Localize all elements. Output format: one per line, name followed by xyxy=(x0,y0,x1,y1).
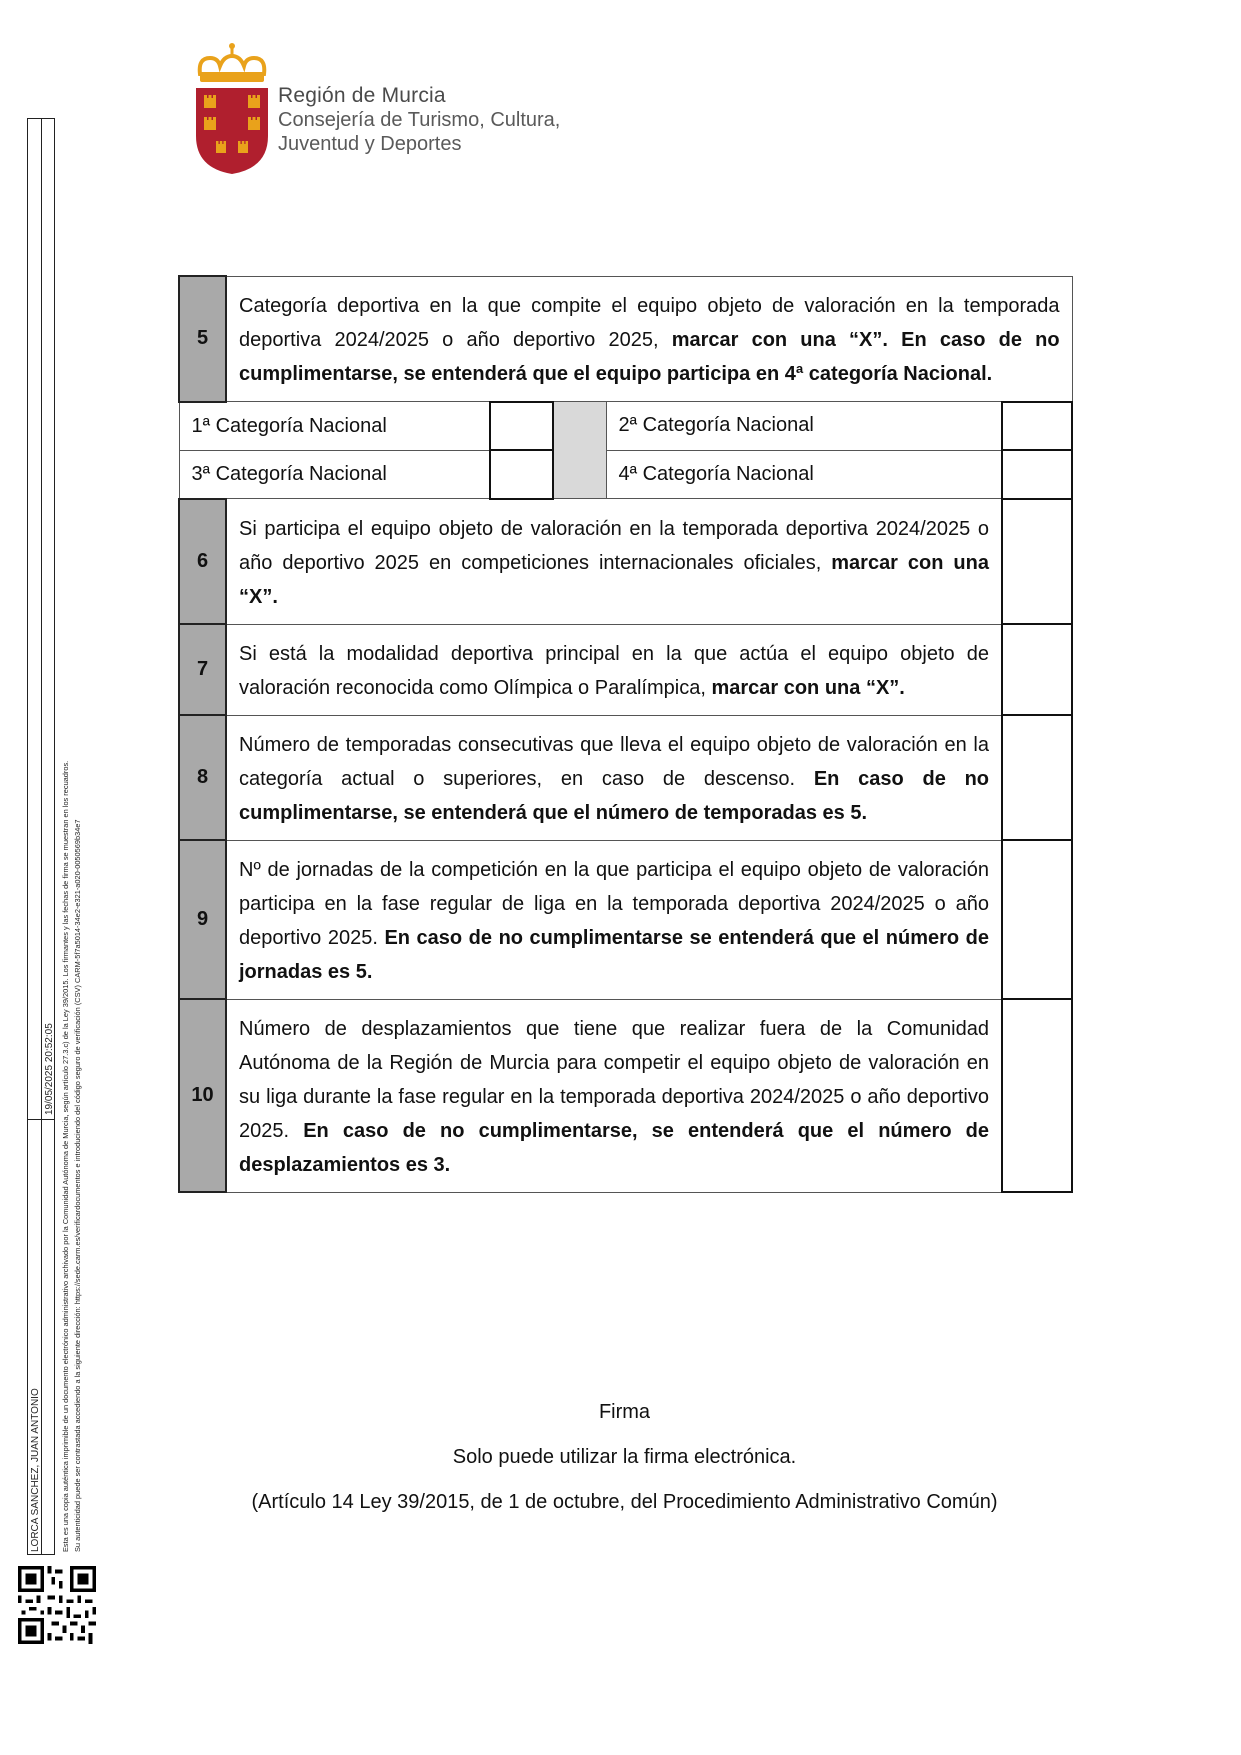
criterion-text: Nº de jornadas de la competición en la que participa el equipo objeto de valoración participa en la fase regular de liga en la temporada deportiva 2024/2025 o año deportivo 2025. En caso de no cumplimentarse se entenderá que el número de jornadas es 5. xyxy=(226,840,1002,999)
stamp-legal-line-1: Esta es una copia auténtica imprimible de un documento electrónico administrativo archivado por la Comunidad Autónoma de Murcia, según artículo 27.3.c) de la Ley 39/2015. Los firmantes y las fechas de firma se muestran en los recuadros. xyxy=(61,760,70,1552)
trips-field[interactable] xyxy=(1002,999,1072,1192)
criterion-number: 6 xyxy=(179,499,226,625)
signature-section xyxy=(178,1390,1071,1525)
category-3-checkbox[interactable] xyxy=(490,450,553,499)
row-criterion-6 xyxy=(179,499,1072,625)
evaluation-criteria-table xyxy=(178,275,1073,1193)
signature-stamp-box xyxy=(27,118,55,1555)
criterion-number: 10 xyxy=(179,999,226,1192)
stamp-date: 19/05/2025 20:52:05 xyxy=(44,1023,55,1115)
stamp-signer: LORCA SANCHEZ, JUAN ANTONIO xyxy=(30,1388,41,1552)
category-label-2: 2ª Categoría Nacional xyxy=(606,402,1002,451)
org-line-1: Región de Murcia xyxy=(278,84,446,107)
category-label-1: 1ª Categoría Nacional xyxy=(179,402,490,451)
category-label-4: 4ª Categoría Nacional xyxy=(606,450,1002,499)
category-4-checkbox[interactable] xyxy=(1002,450,1072,499)
criterion-text: Número de desplazamientos que tiene que realizar fuera de la Comunidad Autónoma de la Región de Murcia para competir el equipo objeto de valoración en su liga durante la fase regular en la temporada deportiva 2024/2025 o año deportivo 2025. En caso de no cumplimentarse, se entenderá que el número de desplazamientos es 3. xyxy=(226,999,1002,1192)
row-criterion-7 xyxy=(179,624,1072,715)
criterion-text: Categoría deportiva en la que compite el equipo objeto de valoración en la temporada deportiva 2024/2025 o año deportivo 2025, marcar con una “X”. En caso de no cumplimentarse, se entenderá que el equipo participa en 4ª categoría Nacional. xyxy=(226,276,1072,402)
criterion-text: Si está la modalidad deportiva principal en la que actúa el equipo objeto de valoración reconocida como Olímpica o Paralímpica, marcar con una “X”. xyxy=(226,624,1002,715)
international-competition-checkbox[interactable] xyxy=(1002,499,1072,625)
row-criterion-8 xyxy=(179,715,1072,840)
category-separator xyxy=(553,402,606,499)
row-criterion-5 xyxy=(179,276,1072,402)
electronic-signature-note: Solo puede utilizar la firma electrónica. xyxy=(452,1446,797,1468)
row-criterion-10 xyxy=(179,999,1072,1192)
criterion-text: Número de temporadas consecutivas que lleva el equipo objeto de valoración en la categoría actual o superiores, en caso de descenso. En caso de no cumplimentarse, se entenderá que el número de temporadas es 5. xyxy=(226,715,1002,840)
stamp-legal-line-2: Su autenticidad puede ser contrastada accediendo a la siguiente dirección: https://sede.carm.es/verificardocumentos e introduciendo del código seguro de verificación (CSV) CARM-5f7a5014-34e2-e321-a020-0050569b34e7 xyxy=(73,819,82,1552)
row-categories-3-4 xyxy=(179,450,1072,499)
org-line-2: Consejería de Turismo, Cultura, xyxy=(278,109,561,131)
org-line-3: Juventud y Deportes xyxy=(278,133,462,155)
region-murcia-crest-logo xyxy=(192,40,272,176)
criterion-number: 9 xyxy=(179,840,226,999)
row-criterion-9 xyxy=(179,840,1072,999)
criterion-number: 7 xyxy=(179,624,226,715)
olympic-modality-checkbox[interactable] xyxy=(1002,624,1072,715)
firma-label: Firma xyxy=(598,1401,651,1423)
consecutive-seasons-field[interactable] xyxy=(1002,715,1072,840)
row-categories-1-2 xyxy=(179,402,1072,451)
category-label-3: 3ª Categoría Nacional xyxy=(179,450,490,499)
organization-name xyxy=(278,84,560,156)
category-2-checkbox[interactable] xyxy=(1002,402,1072,451)
crown-icon xyxy=(200,43,265,82)
matchdays-field[interactable] xyxy=(1002,840,1072,999)
qr-code-icon[interactable] xyxy=(18,1566,96,1644)
criterion-text: Si participa el equipo objeto de valoración en la temporada deportiva 2024/2025 o año deportivo 2025 en competiciones internacionales oficiales, marcar con una “X”. xyxy=(226,499,1002,625)
criterion-number: 8 xyxy=(179,715,226,840)
category-1-checkbox[interactable] xyxy=(490,402,553,451)
legal-reference: (Artículo 14 Ley 39/2015, de 1 de octubre, del Procedimiento Administrativo Común) xyxy=(251,1491,998,1513)
criterion-number: 5 xyxy=(179,276,226,402)
